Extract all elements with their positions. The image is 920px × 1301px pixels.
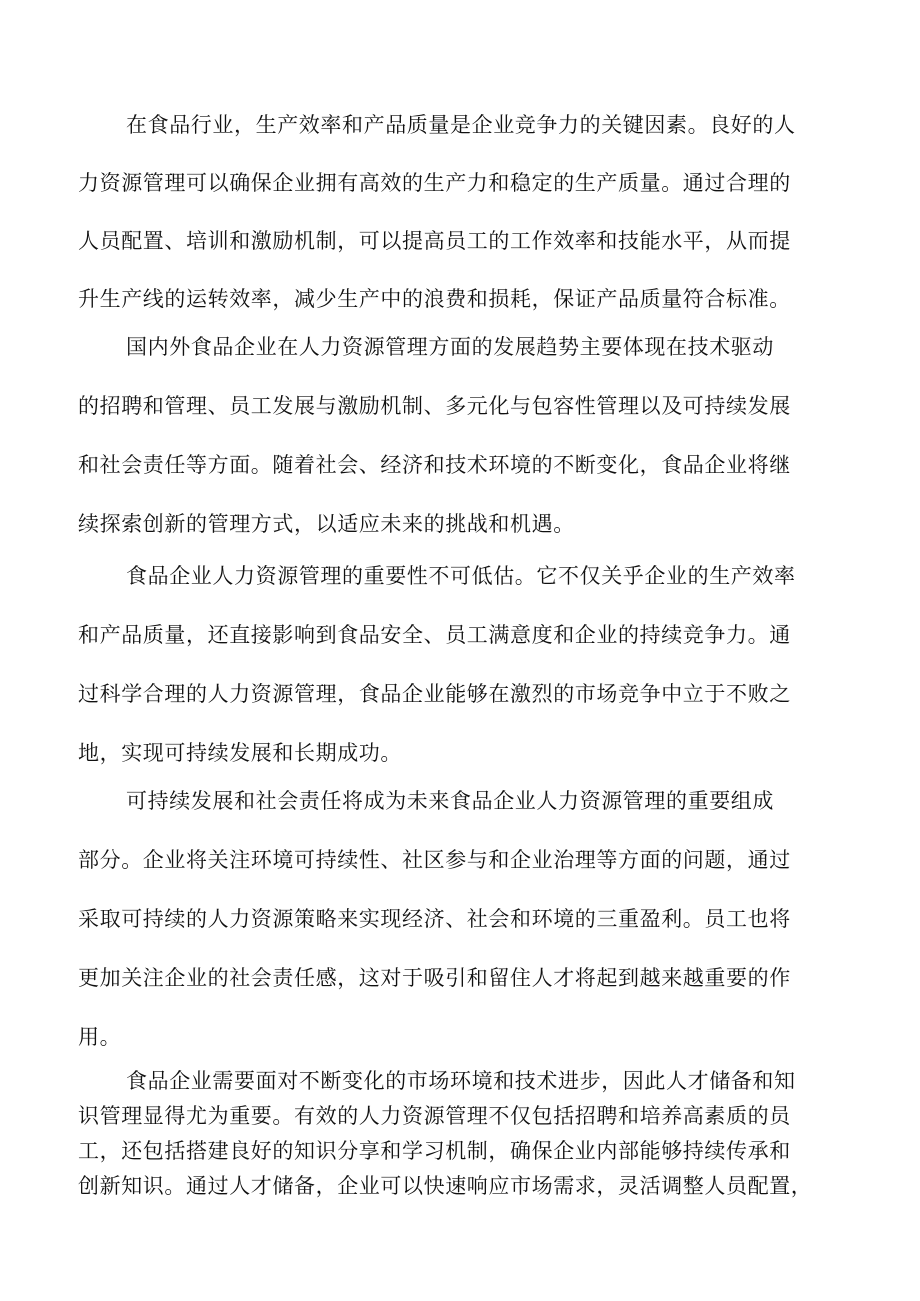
paragraph-line: 和产品质量，还直接影响到食品安全、员工满意度和企业的持续竞争力。通: [78, 623, 791, 647]
paragraph-3: [78, 564, 796, 765]
paragraph-line: 食品企业需要面对不断变化的市场环境和技术进步，因此人才储备和知: [126, 1069, 796, 1093]
paragraph-line: 可持续发展和社会责任将成为未来食品企业人力资源管理的重要组成: [126, 789, 774, 813]
paragraph-line: 升生产线的运转效率，减少生产中的浪费和损耗，保证产品质量符合标准。: [78, 287, 791, 311]
paragraph-line: 识管理显得尤为重要。有效的人力资源管理不仅包括招聘和培养高素质的员: [78, 1104, 791, 1128]
paragraph-line: 的招聘和管理、员工发展与激励机制、多元化与包容性管理以及可持续发展: [78, 394, 791, 418]
paragraph-line: 更加关注企业的社会责任感，这对于吸引和留住人才将起到越来越重要的作: [78, 966, 791, 990]
paragraph-line: 部分。企业将关注环境可持续性、社区参与和企业治理等方面的问题，通过: [78, 848, 791, 872]
paragraph-5: [78, 1069, 812, 1198]
paragraph-line: 国内外食品企业在人力资源管理方面的发展趋势主要体现在技术驱动: [126, 335, 774, 359]
paragraph-line: 采取可持续的人力资源策略来实现经济、社会和环境的三重盈利。员工也将: [78, 907, 791, 931]
paragraph-line: 用。: [78, 1025, 122, 1049]
paragraph-4: [78, 789, 791, 1049]
paragraph-line: 在食品行业，生产效率和产品质量是企业竞争力的关键因素。良好的人: [126, 113, 796, 137]
paragraph-line: 力资源管理可以确保企业拥有高效的生产力和稳定的生产质量。通过合理的: [78, 171, 791, 195]
paragraph-line: 人员配置、培训和激励机制，可以提高员工的工作效率和技能水平，从而提: [78, 229, 791, 253]
paragraph-line: 和社会责任等方面。随着社会、经济和技术环境的不断变化，食品企业将继: [78, 453, 791, 477]
paragraph-line: 食品企业人力资源管理的重要性不可低估。它不仅关乎企业的生产效率: [126, 564, 796, 588]
paragraph-line: 续探索创新的管理方式，以适应未来的挑战和机遇。: [78, 512, 575, 536]
paragraph-2: [78, 335, 791, 536]
paragraph-line: 过科学合理的人力资源管理，食品企业能够在激烈的市场竞争中立于不败之: [78, 682, 791, 706]
paragraph-line: 工，还包括搭建良好的知识分享和学习机制，确保企业内部能够持续传承和: [78, 1139, 791, 1163]
paragraph-1: [78, 113, 796, 311]
paragraph-line: 创新知识。通过人才储备，企业可以快速响应市场需求，灵活调整人员配置，: [78, 1174, 813, 1198]
paragraph-line: 地，实现可持续发展和长期成功。: [78, 741, 402, 765]
